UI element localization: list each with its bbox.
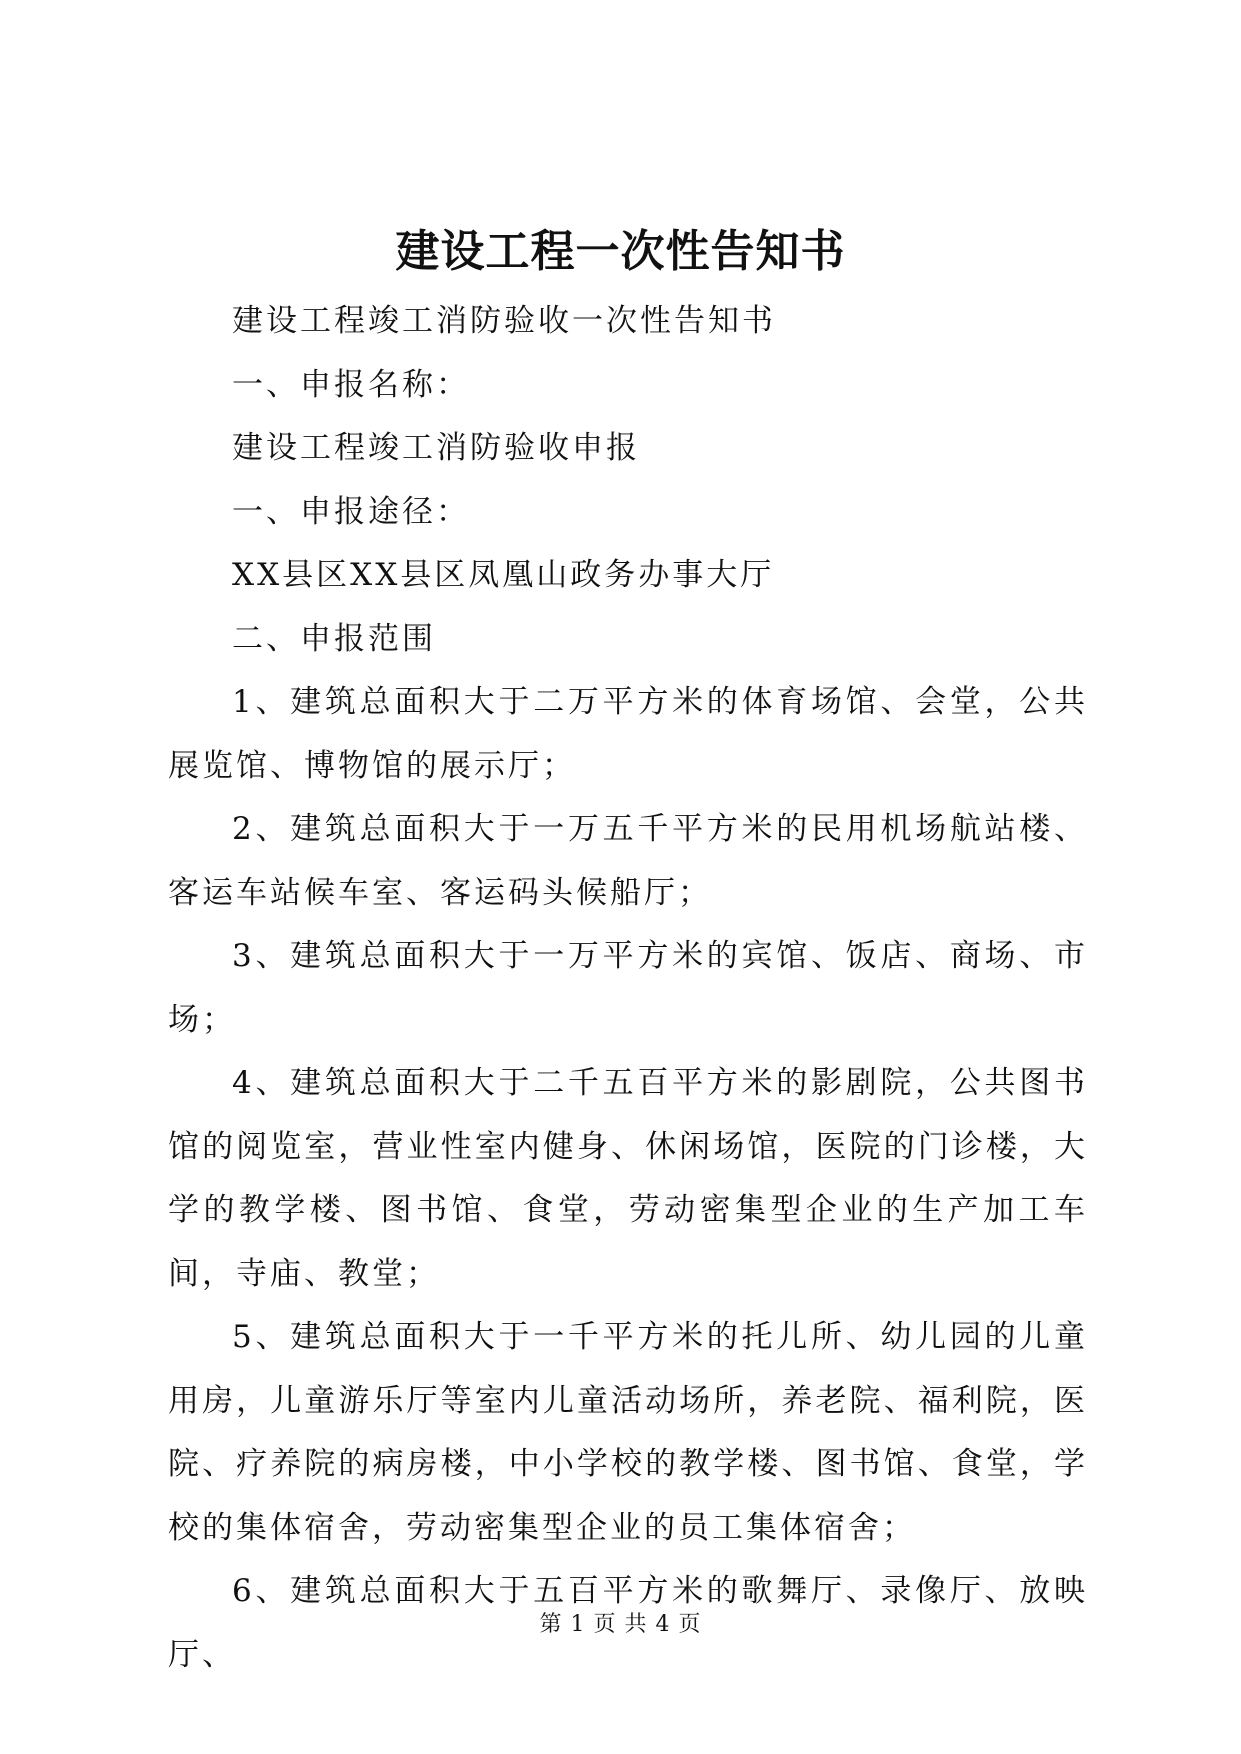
paragraph-section-route: XX县区XX县区凤凰山政务办事大厅 <box>232 557 775 593</box>
paragraph-section-scope-heading: 二、申报范围 <box>232 620 436 657</box>
paragraph-scope-item-5: 5、建筑总面积大于一千平方米的托儿所、幼儿园的儿童用房，儿童游乐厅等室内儿童活动场所，养老院、福利院，医院、疗养院的病房楼，中小学校的教学楼、图书馆、食堂，学校的集体宿舍，劳动密集型企业的员工集体宿舍； <box>168 1319 1088 1546</box>
paragraph-section-name-heading: 一、申报名称： <box>232 366 470 403</box>
paragraph-scope-item-3: 3、建筑总面积大于一万平方米的宾馆、饭店、商场、市场； <box>168 938 1088 1038</box>
page-number-footer: 第 1 页 共 4 页 <box>539 1612 702 1637</box>
paragraph-subtitle: 建设工程竣工消防验收一次性告知书 <box>232 303 776 339</box>
paragraph-section-name: 建设工程竣工消防验收申报 <box>232 430 640 466</box>
paragraph-section-route-heading: 一、申报途径： <box>232 493 470 530</box>
paragraph-scope-item-6: 6、建筑总面积大于五百平方米的歌舞厅、录像厅、放映厅、 <box>168 1573 1088 1673</box>
document-body <box>168 290 1088 1687</box>
document-title: 建设工程一次性告知书 <box>395 226 846 277</box>
paragraph-scope-item-4: 4、建筑总面积大于二千五百平方米的影剧院，公共图书馆的阅览室，营业性室内健身、休闲场馆，医院的门诊楼，大学的教学楼、图书馆、食堂，劳动密集型企业的生产加工车间，寺庙、教堂； <box>168 1065 1088 1292</box>
paragraph-scope-item-2: 2、建筑总面积大于一万五千平方米的民用机场航站楼、客运车站候车室、客运码头候船厅； <box>168 811 1088 911</box>
paragraph-scope-item-1: 1、建筑总面积大于二万平方米的体育场馆、会堂，公共展览馆、博物馆的展示厅； <box>168 684 1088 784</box>
